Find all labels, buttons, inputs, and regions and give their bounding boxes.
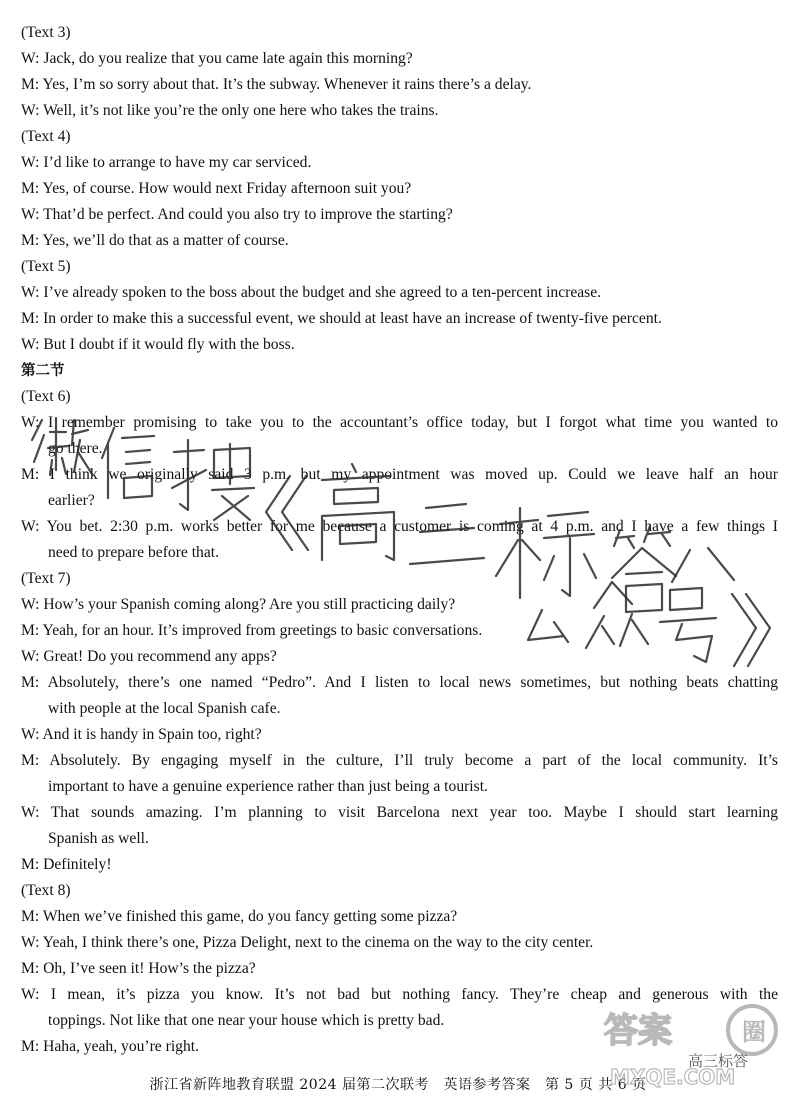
dialogue-line: M: Oh, I’ve seen it! How’s the pizza? (21, 960, 256, 977)
dialogue-line: W: But I doubt if it would fly with the boss. (21, 336, 295, 353)
svg-text:高三标答: 高三标答 (688, 1052, 749, 1070)
dialogue-line: M: Definitely! (21, 856, 112, 873)
dialogue-line: M: Yeah, for an hour. It’s improved from greetings to basic conversations. (21, 622, 483, 639)
section-label-text-8: (Text 8) (21, 882, 71, 899)
dialogue-line: W: Great! Do you recommend any apps? (21, 648, 277, 665)
dialogue-line: W: I’d like to arrange to have my car serviced. (21, 154, 312, 171)
section-label-text-4: (Text 4) (21, 128, 71, 145)
dialogue-line-continuation: with people at the local Spanish cafe. (48, 700, 281, 717)
dialogue-line: M: Yes, of course. How would next Friday afternoon suit you? (21, 180, 412, 197)
section-label-text-6: (Text 6) (21, 388, 71, 405)
dialogue-line-continuation: go there. (48, 440, 103, 457)
section-label-text-7: (Text 7) (21, 570, 71, 587)
section-label-text-5: (Text 5) (21, 258, 71, 275)
dialogue-line: W: I mean, it’s pizza you know. It’s not bad but nothing fancy. They’re cheap and generous with the (21, 986, 778, 1003)
svg-text:圈: 圈 (742, 1018, 766, 1046)
dialogue-line: M: Yes, I’m so sorry about that. It’s the subway. Whenever it rains there’s a delay. (21, 76, 532, 93)
part-two-heading: 第二节 (21, 363, 65, 379)
dialogue-line: M: In order to make this a successful event, we should at least have an increase of twenty-five percent. (21, 310, 662, 327)
svg-text:答案: 答案 (604, 1011, 672, 1051)
dialogue-line: W: I remember promising to take you to the accountant’s office today, but I forgot what time you wanted to (21, 414, 778, 431)
dialogue-line: W: That sounds amazing. I’m planning to visit Barcelona next year too. Maybe I should start learning (21, 804, 778, 821)
dialogue-line-continuation: important to have a genuine experience rather than just being a tourist. (48, 778, 488, 795)
dialogue-line: W: Well, it’s not like you’re the only one here who takes the trains. (21, 102, 439, 119)
dialogue-line: M: Absolutely. By engaging myself in the culture, I’ll truly become a part of the local community. It’s (21, 752, 778, 769)
page-footer: 浙江省新阵地教育联盟 2024 届第二次联考 英语参考答案 第 5 页 共 6 页 (149, 1077, 647, 1093)
dialogue-line: W: And it is handy in Spain too, right? (21, 726, 262, 743)
dialogue-line: W: That’d be perfect. And could you also try to improve the starting? (21, 206, 453, 223)
dialogue-line: W: You bet. 2:30 p.m. works better for me because a customer is coming at 4 p.m. and I have a few things I (21, 518, 778, 535)
dialogue-line: W: I’ve already spoken to the boss about the budget and she agreed to a ten-percent increase. (21, 284, 602, 301)
dialogue-line: M: I think we originally said 3 p.m. but my appointment was moved up. Could we leave half an hour (21, 466, 778, 483)
section-label-text-3: (Text 3) (21, 24, 71, 41)
dialogue-line: M: Yes, we’ll do that as a matter of course. (21, 232, 289, 249)
dialogue-line-continuation: toppings. Not like that one near your house which is pretty bad. (48, 1012, 445, 1029)
svg-text:MXQE.COM: MXQE.COM (610, 1065, 736, 1089)
transcript-body (21, 20, 778, 1060)
dialogue-line: W: Jack, do you realize that you came late again this morning? (21, 50, 413, 67)
dialogue-line: M: When we’ve finished this game, do you fancy getting some pizza? (21, 908, 458, 925)
dialogue-line-continuation: Spanish as well. (48, 830, 149, 847)
dialogue-line: W: How’s your Spanish coming along? Are you still practicing daily? (21, 596, 456, 613)
dialogue-line: M: Haha, yeah, you’re right. (21, 1038, 199, 1055)
dialogue-line-continuation: earlier? (48, 492, 95, 509)
dialogue-line-continuation: need to prepare before that. (48, 544, 220, 561)
dialogue-line: M: Absolutely, there’s one named “Pedro”. And I listen to local news sometimes, but nothing beats chatting (21, 674, 778, 691)
dialogue-line: W: Yeah, I think there’s one, Pizza Delight, next to the cinema on the way to the city center. (21, 934, 594, 951)
